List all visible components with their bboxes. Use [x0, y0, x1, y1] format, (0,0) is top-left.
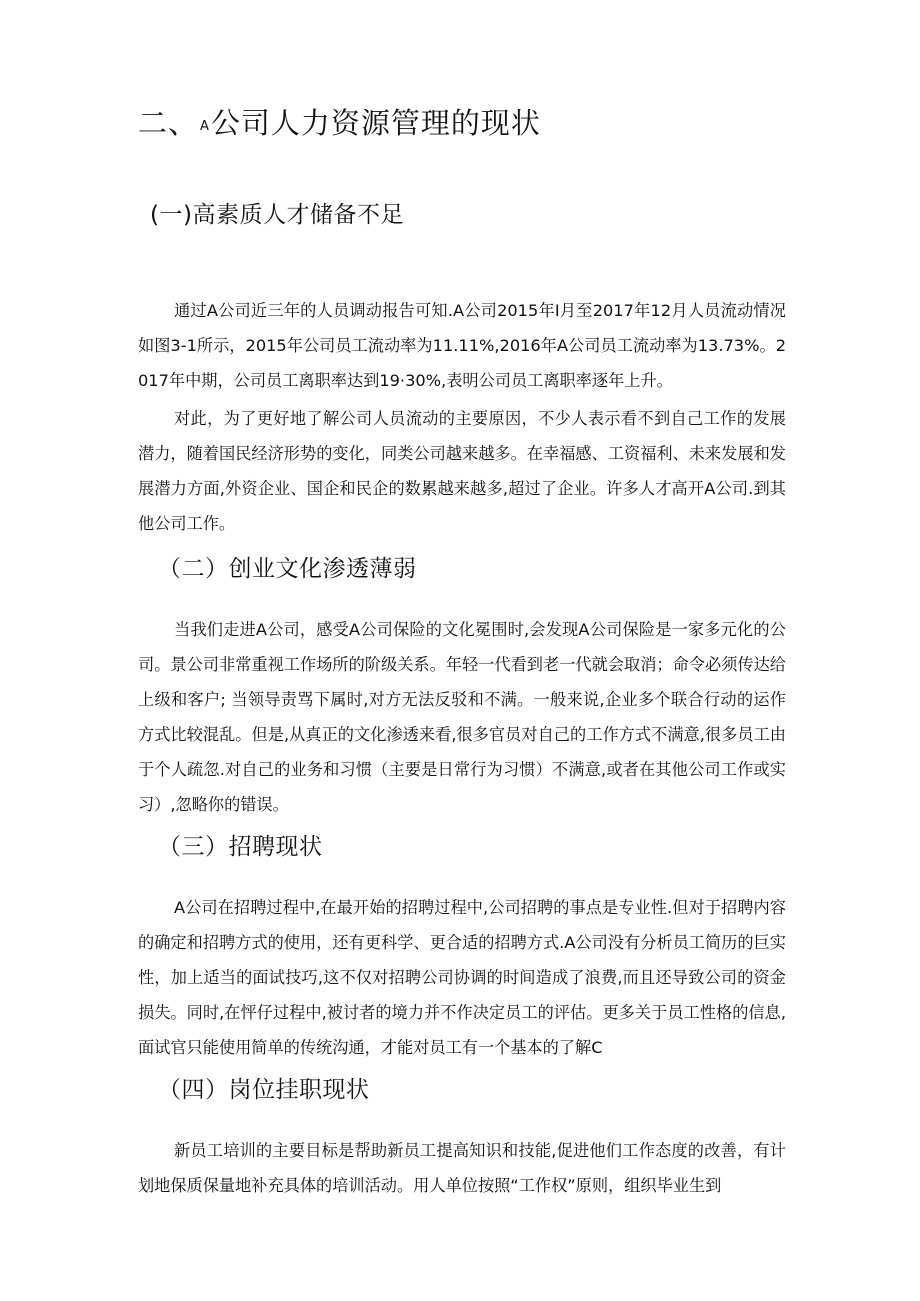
section-2-paragraph-1: 当我们走进A公司，感受A公司保险的文化冕围时,会发现A公司保险是一家多元化的公司。景公司非常重视工作场所的阶级关系。年轻一代看到老一代就会取消；命令必须传达给上级和客户; 当领导责骂下属时,对方无法反驳和不满。一般来说,企业多个联合行动的运作方式比较混乱。但是,从真正的文化渗透来看,很多官员对自己的工作方式不满意,很多员工由于个人疏忽.对自己的业务和习惯（主要是日常行为习惯）不满意,或者在其他公司工作或实习）,忽略你的错误。: [138, 620, 786, 815]
section-heading-4: （四）岗位挂职现状: [158, 1077, 370, 1103]
section-1-paragraph-1: 通过A公司近三年的人员调动报告可知.A公司2015年I月至2017年12月人员流动情况如图3-1所示，2015年公司员工流动率为11.11%,2016年A公司员工流动率为13.73%。2017年中期，公司员工离职率达到19·30%,表明公司员工离职率逐年上升。: [138, 301, 786, 391]
title-prefix: 二、: [138, 106, 199, 140]
section-4-paragraph-1: 新员工培训的主要目标是帮助新员工提高知识和技能,促进他们工作态度的改善，有计划地保质保量地补充具体的培训活动。用人单位按照“工作权”原则，组织毕业生到: [138, 1141, 786, 1196]
page-title: [138, 104, 541, 146]
title-main: 公司人力资源管理的现状: [210, 106, 541, 140]
section-heading-2: （二）创业文化渗透薄弱: [158, 556, 417, 582]
section-heading-1: (一)高素质人才储备不足: [150, 202, 404, 228]
section-3-paragraph-1: A公司在招聘过程中,在最开始的招聘过程中,公司招聘的事点是专业性.但对于招聘内容的确定和招聘方式的使用，还有更科学、更合适的招聘方式.A公司没有分析员工简历的巨实性，加上适当的面试技巧,这不仅对招聘公司协调的时间造成了浪费,而且还导致公司的资金损失。同时,在怦仔过程中,被讨者的境力并不作决定员工的评估。更多关于员工性格的信息,面试官只能使用简单的传统沟通，才能对员工有一个基本的了解C: [138, 898, 786, 1058]
title-company-letter: A: [200, 119, 210, 134]
section-1-paragraph-2: 对此，为了更好地了解公司人员流动的主要原因，不少人表示看不到自己工作的发展潜力，随着国民经济形势的变化，同类公司越来越多。在幸福感、工资福利、未来发展和发展潜力方面,外资企业、国企和民企的数累越来越多,超过了企业。许多人才高开A公司.到其他公司工作。: [138, 409, 786, 534]
section-heading-3: （三）招聘现状: [158, 834, 323, 860]
